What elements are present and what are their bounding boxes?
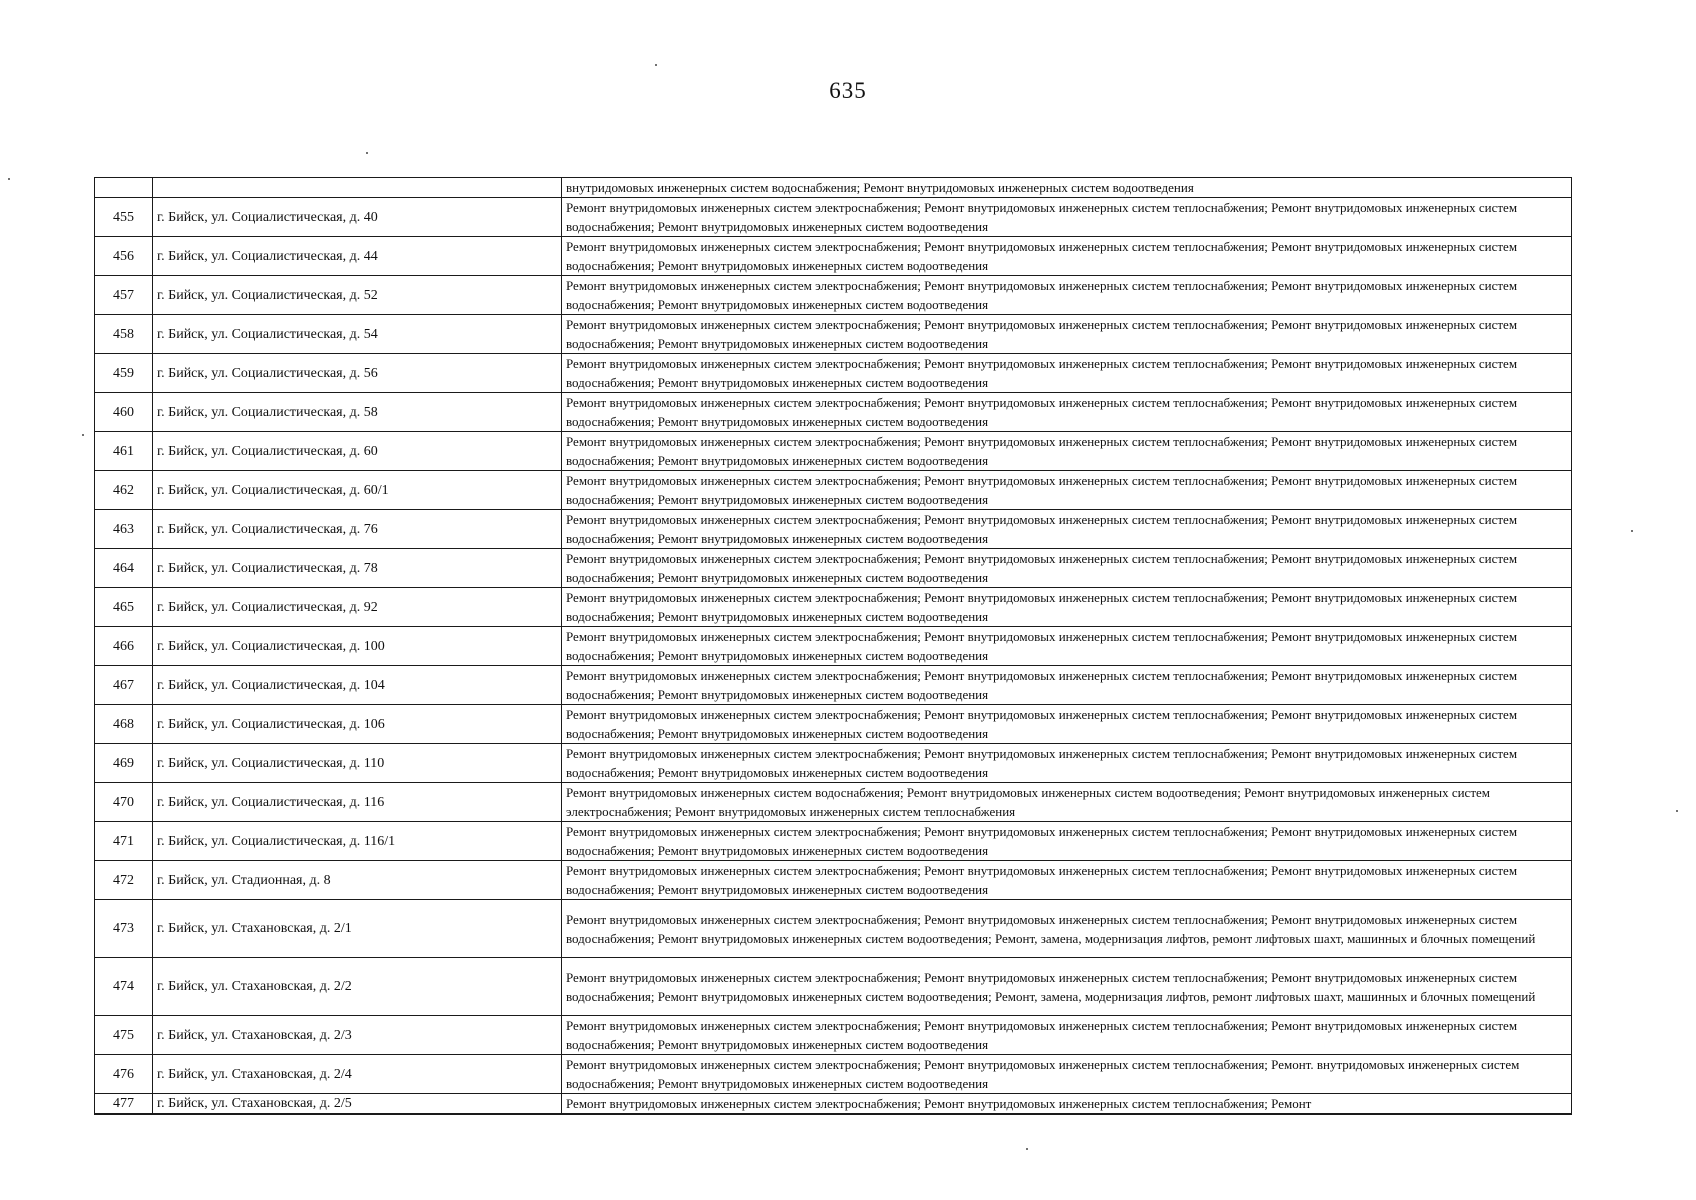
address-cell: г. Бийск, ул. Социалистическая, д. 76 [153, 510, 562, 549]
works-cell: Ремонт внутридомовых инженерных систем водоснабжения; Ремонт внутридомовых инженерных систем водоотведения; Ремонт внутридомовых инженерных систем электроснабжения; Ремонт внутридомовых инженерных систем теплоснабжения [562, 783, 1572, 822]
table-row [95, 822, 1572, 861]
works-cell: Ремонт внутридомовых инженерных систем электроснабжения; Ремонт внутридомовых инженерных систем теплоснабжения; Ремонт внутридомовых инженерных систем водоснабжения; Ремонт внутридомовых инженерных систем водоотведения [562, 549, 1572, 588]
address-cell: г. Бийск, ул. Социалистическая, д. 116/1 [153, 822, 562, 861]
row-number-cell: 473 [95, 900, 153, 958]
address-cell: г. Бийск, ул. Стахановская, д. 2/3 [153, 1016, 562, 1055]
table-row [95, 237, 1572, 276]
works-cell: Ремонт внутридомовых инженерных систем электроснабжения; Ремонт внутридомовых инженерных систем теплоснабжения; Ремонт внутридомовых инженерных систем водоснабжения; Ремонт внутридомовых инженерных систем водоотведения [562, 237, 1572, 276]
row-number-cell: 459 [95, 354, 153, 393]
address-cell: г. Бийск, ул. Социалистическая, д. 60/1 [153, 471, 562, 510]
table-row [95, 432, 1572, 471]
address-cell: г. Бийск, ул. Социалистическая, д. 100 [153, 627, 562, 666]
works-cell: Ремонт внутридомовых инженерных систем электроснабжения; Ремонт внутридомовых инженерных систем теплоснабжения; Ремонт внутридомовых инженерных систем водоснабжения; Ремонт внутридомовых инженерных систем водоотведения [562, 276, 1572, 315]
row-number-cell: 476 [95, 1055, 153, 1094]
table-row [95, 1016, 1572, 1055]
scan-speck [1026, 1148, 1028, 1150]
row-number-cell: 464 [95, 549, 153, 588]
row-number-cell: 457 [95, 276, 153, 315]
address-cell: г. Бийск, ул. Стахановская, д. 2/5 [153, 1094, 562, 1115]
row-number-cell [95, 178, 153, 198]
table-row [95, 549, 1572, 588]
table-row [95, 861, 1572, 900]
scan-speck [1676, 810, 1678, 812]
works-cell: Ремонт внутридомовых инженерных систем электроснабжения; Ремонт внутридомовых инженерных систем теплоснабжения; Ремонт внутридомовых инженерных систем водоснабжения; Ремонт внутридомовых инженерных систем водоотведения [562, 354, 1572, 393]
address-cell: г. Бийск, ул. Стадионная, д. 8 [153, 861, 562, 900]
row-number-cell: 474 [95, 958, 153, 1016]
address-cell: г. Бийск, ул. Стахановская, д. 2/4 [153, 1055, 562, 1094]
works-cell: Ремонт внутридомовых инженерных систем электроснабжения; Ремонт внутридомовых инженерных систем теплоснабжения; Ремонт внутридомовых инженерных систем водоснабжения; Ремонт внутридомовых инженерных систем водоотведения [562, 198, 1572, 237]
row-number-cell: 472 [95, 861, 153, 900]
table-row [95, 783, 1572, 822]
table-row [95, 1094, 1572, 1115]
page-number: 635 [829, 78, 867, 103]
address-cell: г. Бийск, ул. Социалистическая, д. 40 [153, 198, 562, 237]
row-number-cell: 467 [95, 666, 153, 705]
table-row [95, 354, 1572, 393]
address-cell: г. Бийск, ул. Социалистическая, д. 106 [153, 705, 562, 744]
table-row [95, 276, 1572, 315]
table-row-continuation [95, 178, 1572, 198]
address-cell: г. Бийск, ул. Социалистическая, д. 52 [153, 276, 562, 315]
scan-speck [655, 64, 657, 66]
table-row [95, 198, 1572, 237]
table-row [95, 705, 1572, 744]
registry-table [94, 177, 1572, 1115]
table-row [95, 900, 1572, 958]
table-row [95, 510, 1572, 549]
table-row [95, 666, 1572, 705]
row-number-cell: 460 [95, 393, 153, 432]
address-cell: г. Бийск, ул. Социалистическая, д. 104 [153, 666, 562, 705]
works-cell: Ремонт внутридомовых инженерных систем электроснабжения; Ремонт внутридомовых инженерных систем теплоснабжения; Ремонт внутридомовых инженерных систем водоснабжения; Ремонт внутридомовых инженерных систем водоотведения [562, 315, 1572, 354]
table-row [95, 958, 1572, 1016]
address-cell: г. Бийск, ул. Стахановская, д. 2/2 [153, 958, 562, 1016]
row-number-cell: 458 [95, 315, 153, 354]
row-number-cell: 475 [95, 1016, 153, 1055]
row-number-cell: 470 [95, 783, 153, 822]
works-cell: Ремонт внутридомовых инженерных систем электроснабжения; Ремонт внутридомовых инженерных систем теплоснабжения; Ремонт внутридомовых инженерных систем водоснабжения; Ремонт внутридомовых инженерных систем водоотведения [562, 705, 1572, 744]
row-number-cell: 461 [95, 432, 153, 471]
works-cell: Ремонт внутридомовых инженерных систем электроснабжения; Ремонт внутридомовых инженерных систем теплоснабжения; Ремонт внутридомовых инженерных систем водоснабжения; Ремонт внутридомовых инженерных систем водоотведения [562, 471, 1572, 510]
address-cell: г. Бийск, ул. Социалистическая, д. 92 [153, 588, 562, 627]
table-row [95, 744, 1572, 783]
table-row [95, 1055, 1572, 1094]
scan-speck [366, 152, 368, 154]
table-row [95, 627, 1572, 666]
works-cell: Ремонт внутридомовых инженерных систем электроснабжения; Ремонт внутридомовых инженерных систем теплоснабжения; Ремонт внутридомовых инженерных систем водоснабжения; Ремонт внутридомовых инженерных систем водоотведения [562, 627, 1572, 666]
table-row [95, 471, 1572, 510]
works-cell: Ремонт внутридомовых инженерных систем электроснабжения; Ремонт внутридомовых инженерных систем теплоснабжения; Ремонт. внутридомовых инженерных систем водоснабжения; Ремонт внутридомовых инженерных систем водоотведения [562, 1055, 1572, 1094]
works-cell: внутридомовых инженерных систем водоснабжения; Ремонт внутридомовых инженерных систем водоотведения [562, 178, 1572, 198]
works-cell: Ремонт внутридомовых инженерных систем электроснабжения; Ремонт внутридомовых инженерных систем теплоснабжения; Ремонт внутридомовых инженерных систем водоснабжения; Ремонт внутридомовых инженерных систем водоотведения; Ремонт, замена, модернизация лифтов, ремонт лифтовых шахт, машинных и блочных помещений [562, 958, 1572, 1016]
table-row [95, 393, 1572, 432]
table-row [95, 588, 1572, 627]
address-cell: г. Бийск, ул. Социалистическая, д. 110 [153, 744, 562, 783]
works-cell: Ремонт внутридомовых инженерных систем электроснабжения; Ремонт внутридомовых инженерных систем теплоснабжения; Ремонт внутридомовых инженерных систем водоснабжения; Ремонт внутридомовых инженерных систем водоотведения [562, 432, 1572, 471]
address-cell: г. Бийск, ул. Стахановская, д. 2/1 [153, 900, 562, 958]
row-number-cell: 471 [95, 822, 153, 861]
row-number-cell: 465 [95, 588, 153, 627]
works-cell: Ремонт внутридомовых инженерных систем электроснабжения; Ремонт внутридомовых инженерных систем теплоснабжения; Ремонт внутридомовых инженерных систем водоснабжения; Ремонт внутридомовых инженерных систем водоотведения [562, 588, 1572, 627]
row-number-cell: 455 [95, 198, 153, 237]
works-cell: Ремонт внутридомовых инженерных систем электроснабжения; Ремонт внутридомовых инженерных систем теплоснабжения; Ремонт внутридомовых инженерных систем водоснабжения; Ремонт внутридомовых инженерных систем водоотведения; Ремонт, замена, модернизация лифтов, ремонт лифтовых шахт, машинных и блочных помещений [562, 900, 1572, 958]
works-cell: Ремонт внутридомовых инженерных систем электроснабжения; Ремонт внутридомовых инженерных систем теплоснабжения; Ремонт внутридомовых инженерных систем водоснабжения; Ремонт внутридомовых инженерных систем водоотведения [562, 666, 1572, 705]
row-number-cell: 468 [95, 705, 153, 744]
row-number-cell: 462 [95, 471, 153, 510]
works-cell: Ремонт внутридомовых инженерных систем электроснабжения; Ремонт внутридомовых инженерных систем теплоснабжения; Ремонт [562, 1094, 1572, 1115]
row-number-cell: 456 [95, 237, 153, 276]
row-number-cell: 463 [95, 510, 153, 549]
table-row [95, 315, 1572, 354]
works-cell: Ремонт внутридомовых инженерных систем электроснабжения; Ремонт внутридомовых инженерных систем теплоснабжения; Ремонт внутридомовых инженерных систем водоснабжения; Ремонт внутридомовых инженерных систем водоотведения [562, 861, 1572, 900]
row-number-cell: 469 [95, 744, 153, 783]
scan-speck [1631, 530, 1633, 532]
address-cell: г. Бийск, ул. Социалистическая, д. 78 [153, 549, 562, 588]
address-cell [153, 178, 562, 198]
address-cell: г. Бийск, ул. Социалистическая, д. 58 [153, 393, 562, 432]
works-cell: Ремонт внутридомовых инженерных систем электроснабжения; Ремонт внутридомовых инженерных систем теплоснабжения; Ремонт внутридомовых инженерных систем водоснабжения; Ремонт внутридомовых инженерных систем водоотведения [562, 510, 1572, 549]
works-cell: Ремонт внутридомовых инженерных систем электроснабжения; Ремонт внутридомовых инженерных систем теплоснабжения; Ремонт внутридомовых инженерных систем водоснабжения; Ремонт внутридомовых инженерных систем водоотведения [562, 822, 1572, 861]
works-cell: Ремонт внутридомовых инженерных систем электроснабжения; Ремонт внутридомовых инженерных систем теплоснабжения; Ремонт внутридомовых инженерных систем водоснабжения; Ремонт внутридомовых инженерных систем водоотведения [562, 1016, 1572, 1055]
table-body [95, 178, 1572, 1115]
address-cell: г. Бийск, ул. Социалистическая, д. 60 [153, 432, 562, 471]
address-cell: г. Бийск, ул. Социалистическая, д. 56 [153, 354, 562, 393]
address-cell: г. Бийск, ул. Социалистическая, д. 54 [153, 315, 562, 354]
scan-speck [82, 434, 84, 436]
address-cell: г. Бийск, ул. Социалистическая, д. 44 [153, 237, 562, 276]
row-number-cell: 466 [95, 627, 153, 666]
works-cell: Ремонт внутридомовых инженерных систем электроснабжения; Ремонт внутридомовых инженерных систем теплоснабжения; Ремонт внутридомовых инженерных систем водоснабжения; Ремонт внутридомовых инженерных систем водоотведения [562, 393, 1572, 432]
row-number-cell: 477 [95, 1094, 153, 1115]
address-cell: г. Бийск, ул. Социалистическая, д. 116 [153, 783, 562, 822]
works-cell: Ремонт внутридомовых инженерных систем электроснабжения; Ремонт внутридомовых инженерных систем теплоснабжения; Ремонт внутридомовых инженерных систем водоснабжения; Ремонт внутридомовых инженерных систем водоотведения [562, 744, 1572, 783]
scan-speck [8, 178, 10, 180]
